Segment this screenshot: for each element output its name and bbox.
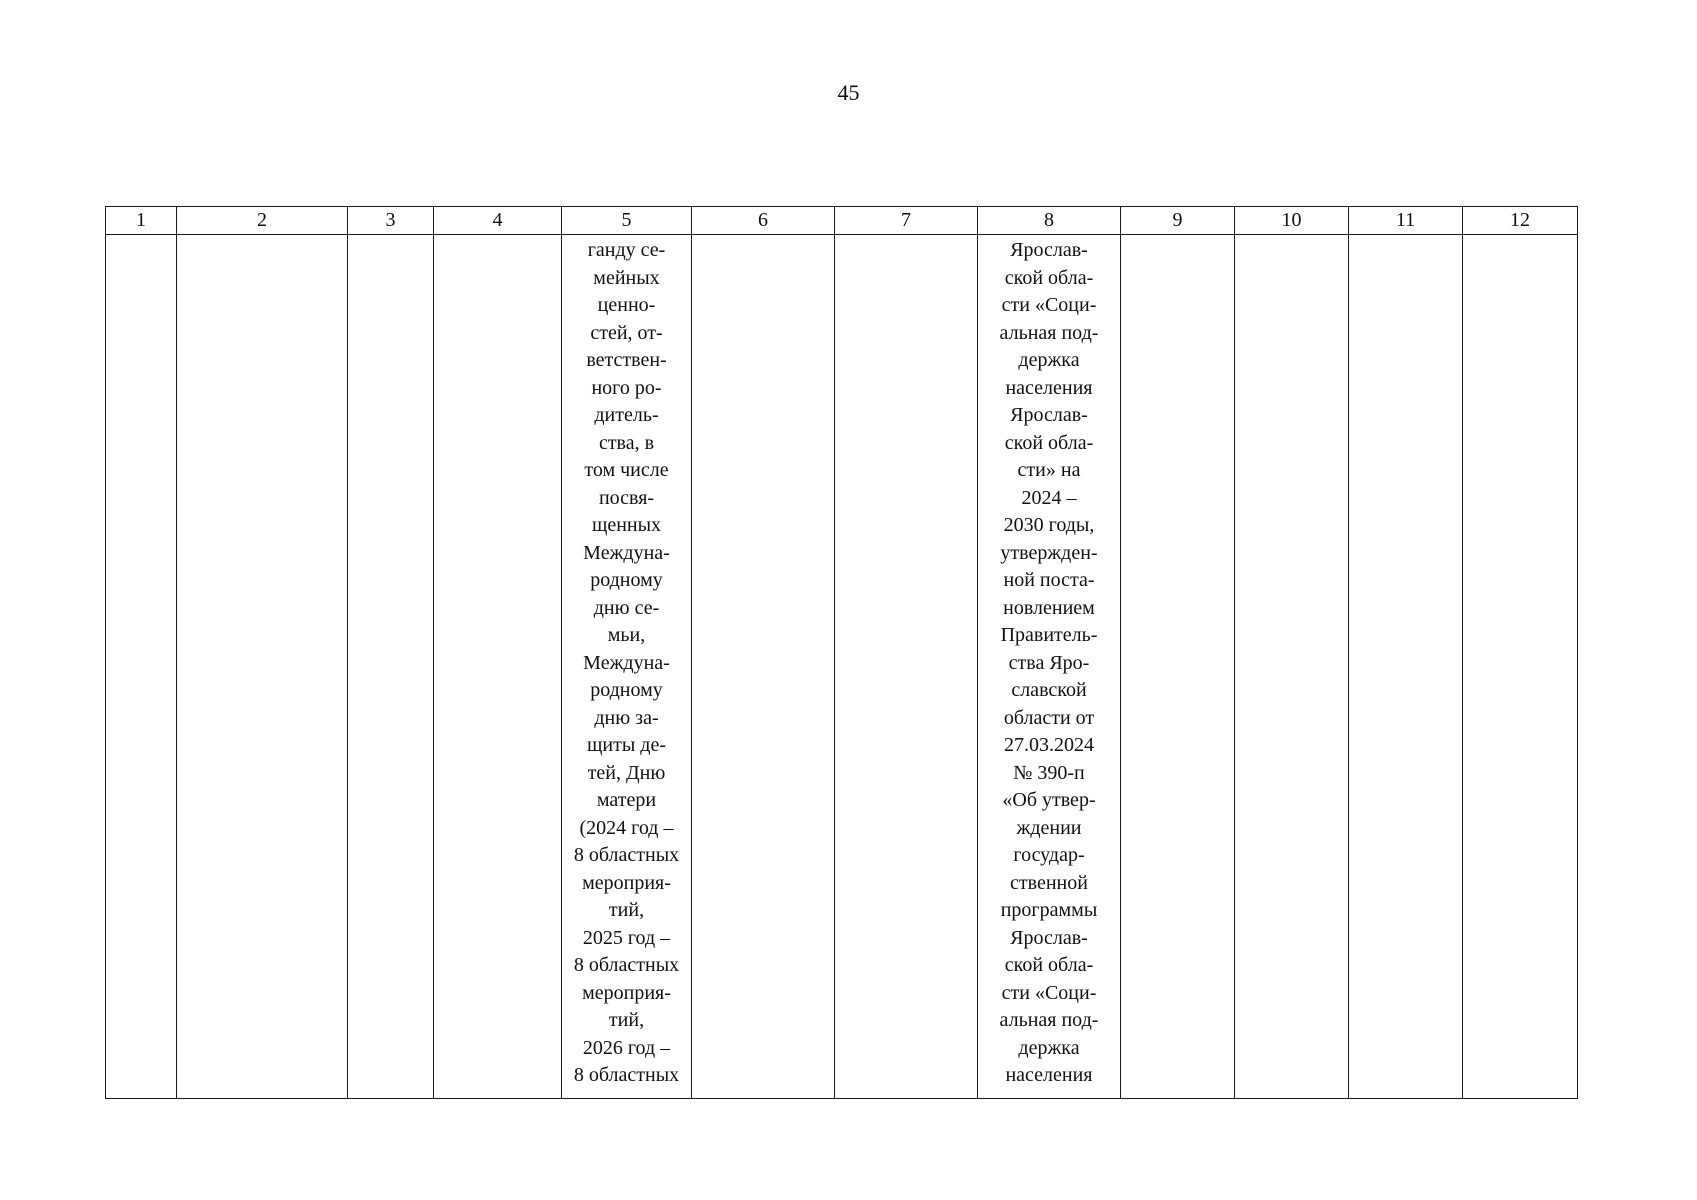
- column-header-10: 10: [1235, 207, 1349, 235]
- cell-text-col6: [692, 235, 834, 237]
- cell-text-col8: Ярослав- ской обла- сти «Соци- альная под- держка населения Ярослав- ской обла- сти» на 2024 – 2030 годы, утвержден- ной поста- новлением Правитель- ства Яро- славской области от 27.03.2024 № 390-п «Об утвер- ждении государ- ственной программы Ярослав- ской обла- сти «Соци- альная под- держка населения: [999, 239, 1099, 1086]
- cell-text-col9: [1121, 235, 1234, 237]
- column-header-4: 4: [434, 207, 562, 235]
- cell-text-col1: [106, 235, 176, 237]
- column-header-9: 9: [1121, 207, 1235, 235]
- cell-text-col11: [1349, 235, 1462, 237]
- column-header-7: 7: [835, 207, 978, 235]
- cell-text-col5: ганду се- мейных ценно- стей, от- ветствен- ного ро- дитель- ства, в том числе посвя- щенных Междуна- родному дню се- мьи, Междуна- родному дню за- щиты де- тей, Дню матери (2024 год – 8 областных мероприя- тий, 2025 год – 8 областных мероприя- тий, 2026 год – 8 областных: [573, 239, 680, 1086]
- cell-col12: [1463, 235, 1578, 1099]
- data-table: [105, 206, 1578, 1099]
- column-header-8: 8: [978, 207, 1121, 235]
- cell-col9: [1121, 235, 1235, 1099]
- table-row: [106, 235, 1578, 1099]
- column-header-12: 12: [1463, 207, 1578, 235]
- cell-col5: [562, 235, 692, 1099]
- column-header-2: 2: [177, 207, 348, 235]
- header-row: [106, 207, 1578, 235]
- cell-col7: [835, 235, 978, 1099]
- column-header-5: 5: [562, 207, 692, 235]
- cell-col11: [1349, 235, 1463, 1099]
- cell-col6: [692, 235, 835, 1099]
- cell-col8: [978, 235, 1121, 1099]
- cell-col10: [1235, 235, 1349, 1099]
- cell-text-col4: [434, 235, 561, 237]
- column-header-6: 6: [692, 207, 835, 235]
- cell-col3: [348, 235, 434, 1099]
- cell-text-col10: [1235, 235, 1348, 237]
- cell-col2: [177, 235, 348, 1099]
- column-header-11: 11: [1349, 207, 1463, 235]
- column-header-3: 3: [348, 207, 434, 235]
- cell-col1: [106, 235, 177, 1099]
- column-header-1: 1: [106, 207, 177, 235]
- cell-col4: [434, 235, 562, 1099]
- cell-text-col7: [835, 235, 977, 237]
- page-number: 45: [837, 80, 860, 105]
- cell-text-col2: [177, 235, 347, 237]
- cell-text-col3: [348, 235, 433, 237]
- cell-text-col12: [1463, 235, 1577, 237]
